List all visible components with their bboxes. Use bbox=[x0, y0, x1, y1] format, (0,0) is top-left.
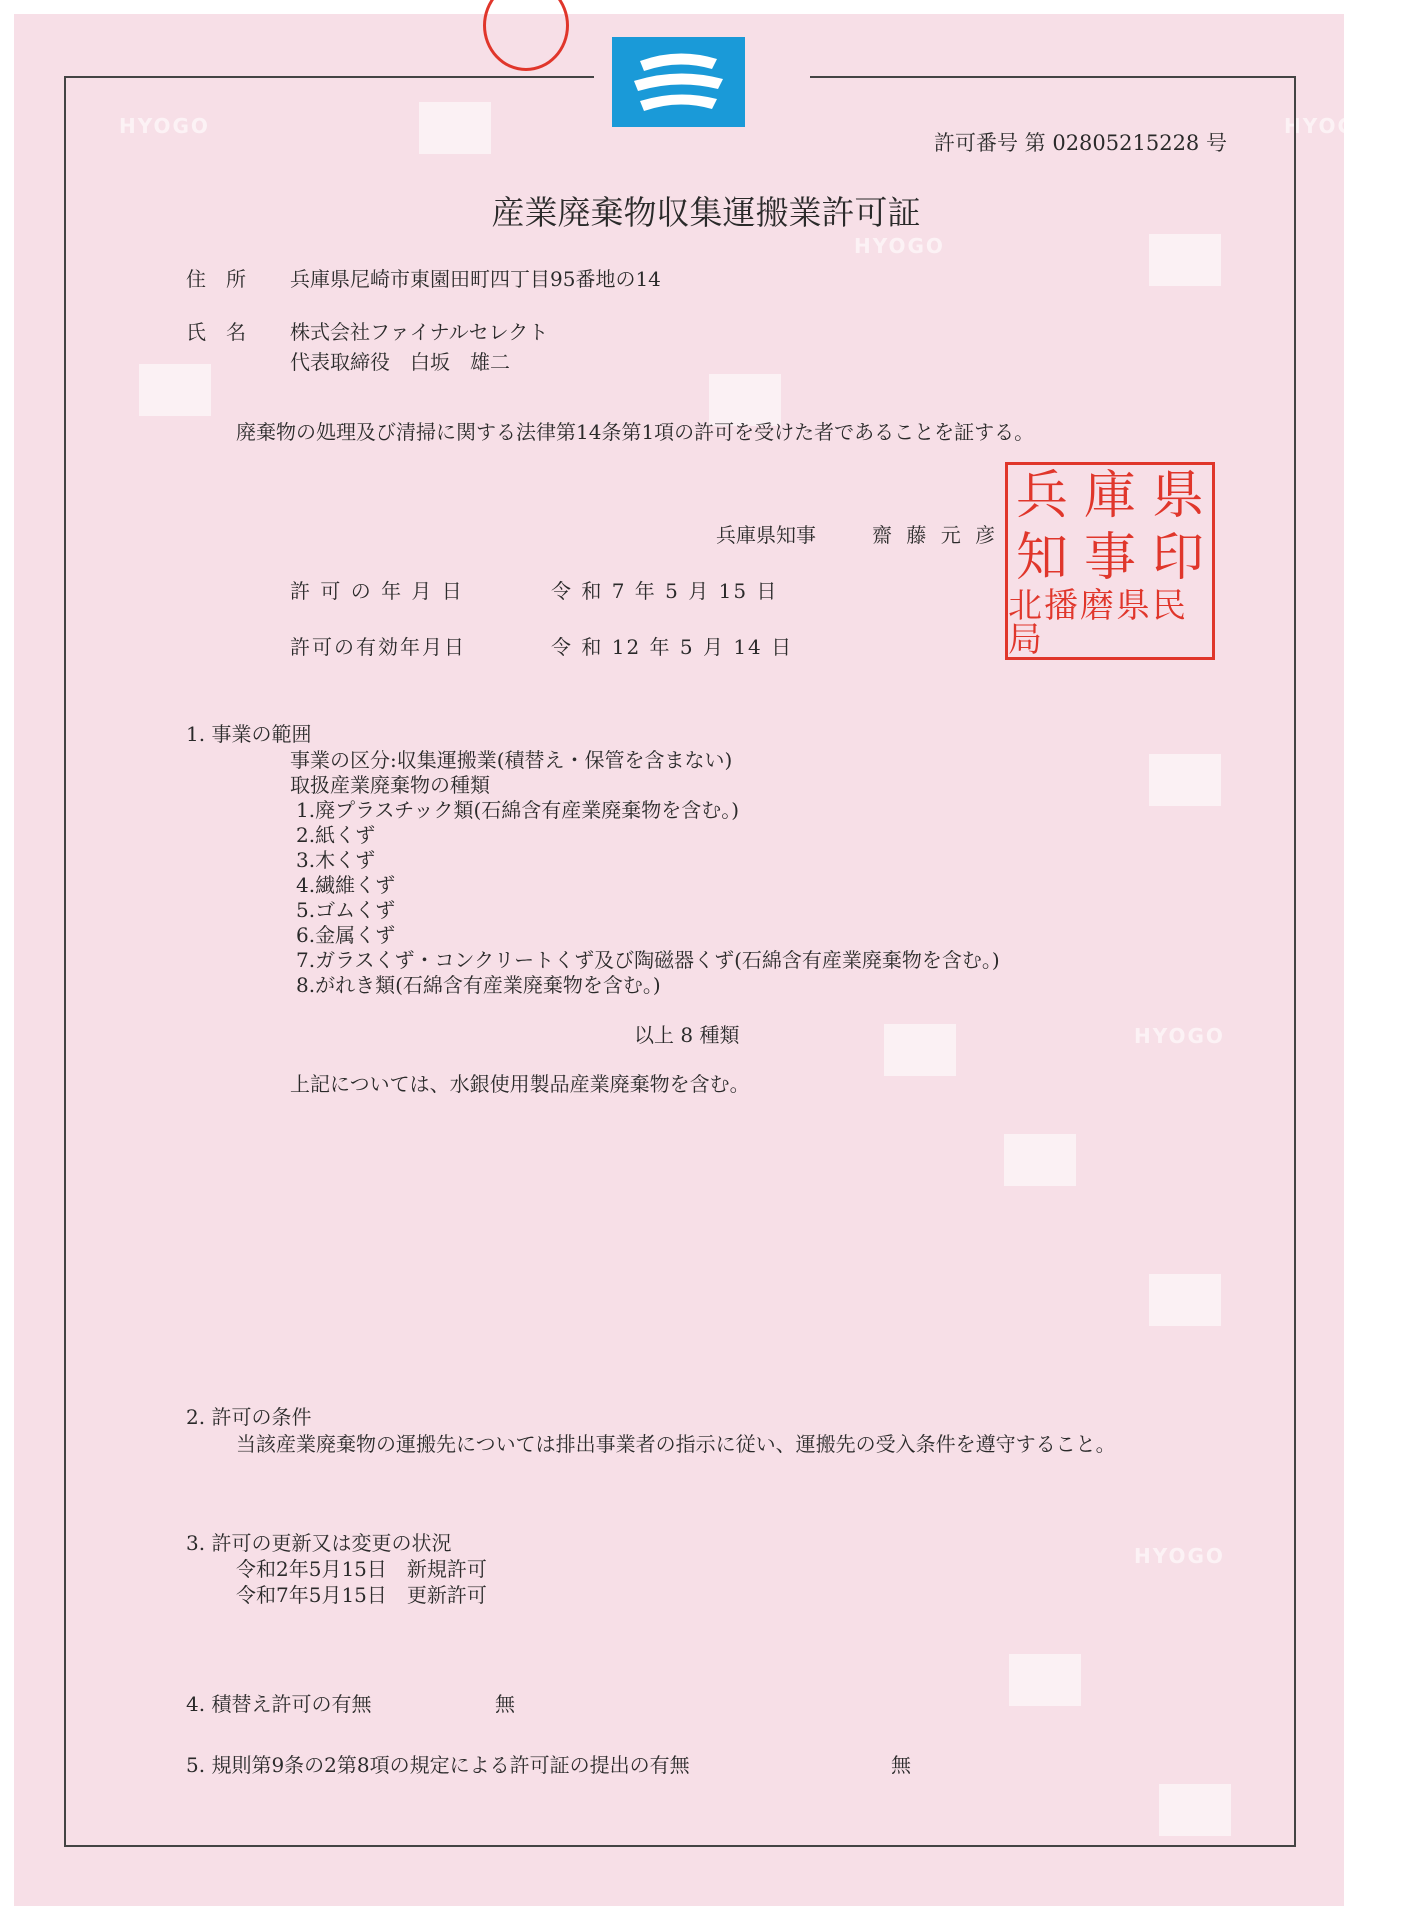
history-item: 令和7年5月15日 更新許可 bbox=[236, 1583, 487, 1607]
waste-type-item: 2.紙くず bbox=[296, 823, 376, 847]
section4-heading: 4. 積替え許可の有無 bbox=[186, 1692, 372, 1716]
representative-name: 代表取締役 白坂 雄二 bbox=[290, 350, 510, 374]
waste-type-item: 4.繊維くず bbox=[296, 873, 396, 897]
permit-number-value: 02805215228 bbox=[1052, 131, 1200, 155]
permit-number-label: 許可番号 第 bbox=[933, 131, 1046, 155]
section1-heading: 1. 事業の範囲 bbox=[186, 722, 312, 746]
permit-date-value: 令 和 7 年 5 月 15 日 bbox=[551, 579, 779, 603]
waste-type-item: 3.木くず bbox=[296, 848, 376, 872]
section5-heading: 5. 規則第9条の2第8項の規定による許可証の提出の有無 bbox=[186, 1753, 690, 1777]
section4-value: 無 bbox=[495, 1692, 515, 1716]
issuer-name: 齋 藤 元 彦 bbox=[872, 523, 1000, 547]
watermark: HYOGO bbox=[1284, 114, 1375, 138]
expiry-date-value: 令 和 12 年 5 月 14 日 bbox=[551, 635, 794, 659]
waste-types-total: 以上 8 種類 bbox=[634, 1023, 740, 1047]
section2-heading: 2. 許可の条件 bbox=[186, 1405, 312, 1429]
mercury-note: 上記については、水銀使用製品産業廃棄物を含む。 bbox=[290, 1072, 750, 1096]
address-label: 住 所 bbox=[186, 267, 246, 291]
border-top-left bbox=[64, 76, 594, 78]
watermark: HYOGO bbox=[1134, 1544, 1225, 1568]
waste-type-item: 6.金属くず bbox=[296, 923, 396, 947]
permit-date-label: 許 可 の 年 月 日 bbox=[290, 579, 464, 603]
waste-type-item: 7.ガラスくず・コンクリートくず及び陶磁器くず(石綿含有産業廃棄物を含む。) bbox=[296, 948, 1000, 972]
permit-conditions: 当該産業廃棄物の運搬先については排出事業者の指示に従い、運搬先の受入条件を遵守すること。 bbox=[236, 1432, 1116, 1456]
business-type: 事業の区分:収集運搬業(積替え・保管を含まない) bbox=[290, 748, 733, 772]
waste-type-item: 8.がれき類(石綿含有産業廃棄物を含む。) bbox=[296, 973, 661, 997]
issuer-title: 兵庫県知事 bbox=[716, 523, 816, 547]
waste-types-heading: 取扱産業廃棄物の種類 bbox=[290, 773, 490, 797]
certification-statement: 廃棄物の処理及び清掃に関する法律第14条第1項の許可を受けた者であることを証する。 bbox=[236, 420, 1035, 444]
watermark: HYOGO bbox=[119, 114, 210, 138]
permit-number-suffix: 号 bbox=[1206, 131, 1227, 155]
address-value: 兵庫県尼崎市東園田町四丁目95番地の14 bbox=[290, 267, 661, 291]
permit-number bbox=[934, 131, 1227, 155]
company-name: 株式会社ファイナルセレクト bbox=[290, 320, 549, 344]
hyogo-prefecture-logo bbox=[612, 37, 745, 127]
history-item: 令和2年5月15日 新規許可 bbox=[236, 1557, 487, 1581]
section5-value: 無 bbox=[891, 1753, 911, 1777]
section3-heading: 3. 許可の更新又は変更の状況 bbox=[186, 1531, 452, 1555]
watermark: HYOGO bbox=[854, 234, 945, 258]
name-label: 氏 名 bbox=[186, 320, 246, 344]
waste-type-item: 1.廃プラスチック類(石綿含有産業廃棄物を含む。) bbox=[296, 798, 740, 822]
border-top-right bbox=[810, 76, 1294, 78]
watermark: HYOGO bbox=[1134, 1024, 1225, 1048]
waste-type-item: 5.ゴムくず bbox=[296, 898, 396, 922]
expiry-date-label: 許可の有効年月日 bbox=[290, 635, 466, 659]
document-title: 産業廃棄物収集運搬業許可証 bbox=[491, 193, 921, 232]
governor-seal: 兵 庫 県 知 事 印 北播磨県民局 bbox=[1005, 462, 1215, 660]
